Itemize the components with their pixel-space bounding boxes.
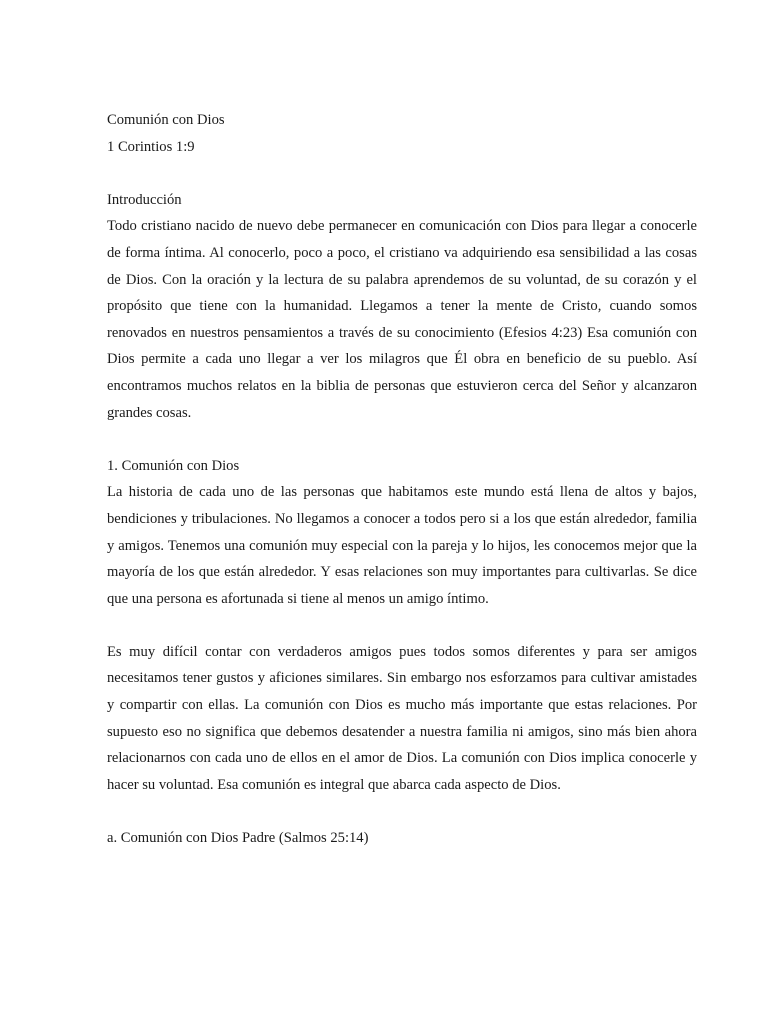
intro-heading: Introducción xyxy=(107,191,182,208)
subsection-a-heading: a. Comunión con Dios Padre (Salmos 25:14) xyxy=(107,830,369,847)
spacer xyxy=(107,426,697,453)
section-1-paragraph-1: La historia de cada uno de las personas que habitamos este mundo está llena de altos y bajos, bendiciones y tribulaciones. No llegamos a conocer a todos pero si a los que están alrededor, familia y amigos. Tenemos una comunión muy especial con la pareja y lo hijos, les conocemos mejor que la mayoría de los que están alrededor. Y esas relaciones son muy importantes para cultivarlas. Se dice que una persona es afortunada si tiene al menos un amigo íntimo. xyxy=(107,484,697,607)
spacer xyxy=(107,612,697,639)
spacer xyxy=(107,160,697,187)
section-1-paragraph-2: Es muy difícil contar con verdaderos amigos pues todos somos diferentes y para ser amigos necesitamos tener gustos y aficiones similares. Sin embargo nos esforzamos para cultivar amistades y compartir con ellas. La comunión con Dios es mucho más importante que estas relaciones. Por supuesto eso no significa que debemos desatender a nuestra familia ni amigos, sino más bien ahora relacionarnos con cada uno de ellos en el amor de Dios. La comunión con Dios implica conocerle y hacer su voluntad. Esa comunión es integral que abarca cada aspecto de Dios. xyxy=(107,643,697,793)
document-title: Comunión con Dios xyxy=(107,112,225,128)
document-page xyxy=(107,107,697,852)
section-1-heading: 1. Comunión con Dios xyxy=(107,457,240,474)
scripture-reference: 1 Corintios 1:9 xyxy=(107,138,195,155)
spacer xyxy=(107,798,697,825)
intro-paragraph: Todo cristiano nacido de nuevo debe permanecer en comunicación con Dios para llegar a conocerle de forma íntima. Al conocerlo, poco a poco, el cristiano va adquiriendo esa sensibilidad a las cosas de Dios. Con la oración y la lectura de su palabra aprendemos de su voluntad, de su corazón y el propósito que tiene con la humanidad. Llegamos a tener la mente de Cristo, cuando somos renovados en nuestros pensamientos a través de su conocimiento (Efesios 4:23) Esa comunión con Dios permite a cada uno llegar a ver los milagros que Él obra en beneficio de su pueblo. Así encontramos muchos relatos en la biblia de personas que estuvieron cerca del Señor y alcanzaron grandes cosas. xyxy=(107,218,697,421)
